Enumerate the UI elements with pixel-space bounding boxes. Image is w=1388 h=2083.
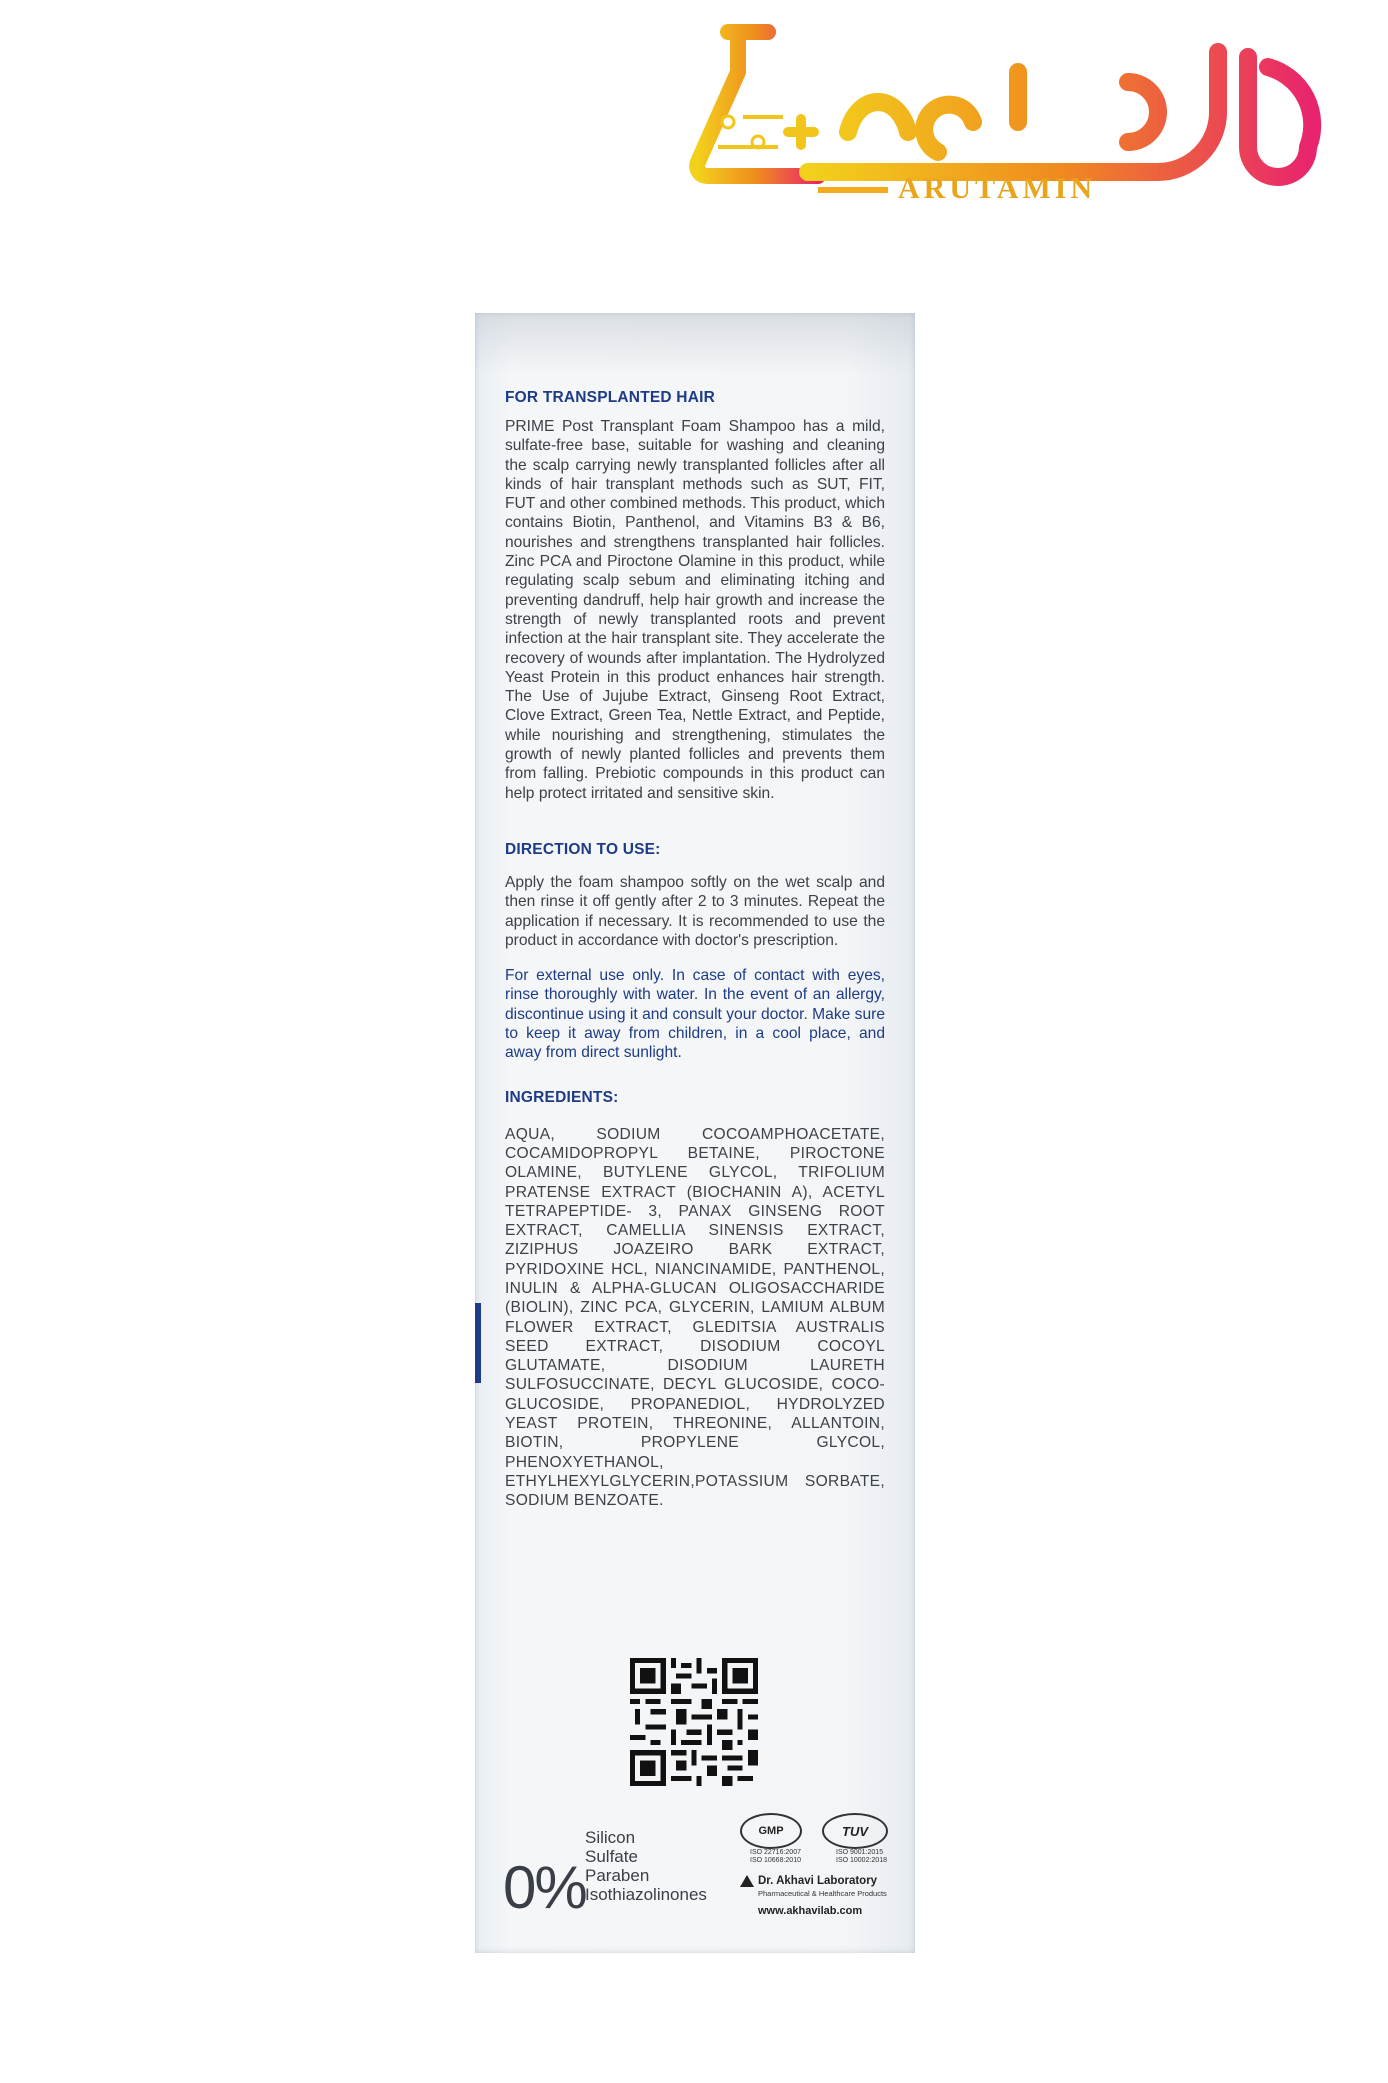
certification-block (740, 1813, 900, 1933)
iso-item: ISO 10668:2010 (750, 1857, 801, 1864)
free-from-item: Paraben (585, 1866, 650, 1885)
section-heading-direction: DIRECTION TO USE: (505, 840, 661, 858)
tuv-badge: TUV (822, 1813, 888, 1849)
ingredients-text: AQUA, SODIUM COCOAMPHOACETATE, COCAMIDOPROPYL BETAINE, PIROCTONE OLAMINE, BUTYLENE GLYCOL, TRIFOLIUM PRATENSE EXTRACT (BIOCHANIN A), ACETYL TETRAPEPTIDE- 3, PANAX GINSENG ROOT EXTRACT, CAMELLIA SINENSIS EXTRACT, ZIZIPHUS JOAZEIRO BARK EXTRACT, PYRIDOXINE HCL, NIANCINAMIDE, PANTHENOL, INULIN & ALPHA-GLUCAN OLIGOSACCHARIDE (BIOLIN), ZINC PCA, GLYCERIN, LAMIUM ALBUM FLOWER EXTRACT, GLEDITSIA AUSTRALIS SEED EXTRACT, DISODIUM COCOYL GLUTAMATE, DISODIUM LAURETH SULFOSUCCINATE, DECYL GLUCOSIDE, COCO-GLUCOSIDE, PROPANEDIOL, HYDROLYZED YEAST PROTEIN, THREONINE, ALLANTOIN, BIOTIN, PROPYLENE GLYCOL, PHENOXYETHANOL, ETHYLHEXYLGLYCERIN,POTASSIUM SORBATE, SODIUM BENZOATE. (505, 1125, 885, 1510)
iso-list-left (750, 1849, 801, 1865)
section-heading-ingredients: INGREDIENTS: (505, 1088, 619, 1106)
flask-circuit-icon (697, 32, 818, 176)
section-heading-transplanted-hair: FOR TRANSPLANTED HAIR (505, 389, 715, 406)
logo-latin-text: ARUTAMIN (898, 172, 1097, 205)
free-from-item: Silicon (585, 1828, 636, 1847)
lab-subtitle: Pharmaceutical & Healthcare Products (758, 1889, 887, 1898)
lab-url: www.akhavilab.com (758, 1905, 863, 1917)
free-from-percent: 0% (503, 1854, 586, 1921)
iso-item: ISO 9001:2015 (836, 1849, 884, 1856)
product-box-side (475, 313, 915, 1953)
product-description: PRIME Post Transplant Foam Shampoo has a mild, sulfate-free base, suitable for washing and cleaning the scalp carrying newly transplanted follicles after all kinds of hair transplant methods such as SUT, FIT, FUT and other combined methods. This product, which contains Biotin, Panthenol, and Vitamins B3 & B6, nourishes and strengthens transplanted hair follicles. Zinc PCA and Piroctone Olamine in this product, while regulating scalp sebum and eliminating itching and preventing dandruff, help hair growth and increase the strength of newly transplanted roots and prevent infection at the hair transplant site. They accelerate the recovery of wounds after implantation. The Hydrolyzed Yeast Protein in this product enhances hair strength. The Use of Jujube Extract, Ginseng Root Extract, Clove Extract, Green Tea, Nettle Extract, and Peptide, while nourishing and strengthening, stimulates the growth of newly planted follicles and prevents them from falling. Prebiotic compounds in this product can help protect irritated and sensitive skin. (505, 418, 885, 802)
warning-text: For external use only. In case of contact with eyes, rinse thoroughly with water. In the event of an allergy, discontinue using it and consult your doctor. Make sure to keep it away from children, in a cool place, and away from direct sunlight. (505, 967, 885, 1062)
box-text-content (505, 389, 885, 1511)
lab-logo-icon (740, 1875, 754, 1887)
free-from-list (585, 1828, 707, 1904)
iso-list-right (836, 1849, 887, 1865)
box-edge-accent (475, 1303, 481, 1383)
iso-item: ISO 22716:2007 (750, 1849, 801, 1856)
free-from-item: Isothiazolinones (585, 1885, 707, 1904)
free-from-item: Sulfate (585, 1847, 638, 1866)
brand-logo (688, 22, 1353, 212)
iso-item: ISO 10002:2018 (836, 1857, 887, 1864)
qr-code-icon (630, 1658, 758, 1786)
direction-text: Apply the foam shampoo softly on the wet scalp and then rinse it off gently after 2 to 3 minutes. Repeat the application if necessary. It is recommended to use the product in accordance with doctor's prescription. (505, 873, 885, 949)
gmp-badge: GMP (740, 1813, 802, 1849)
lab-name: Dr. Akhavi Laboratory (758, 1875, 878, 1887)
